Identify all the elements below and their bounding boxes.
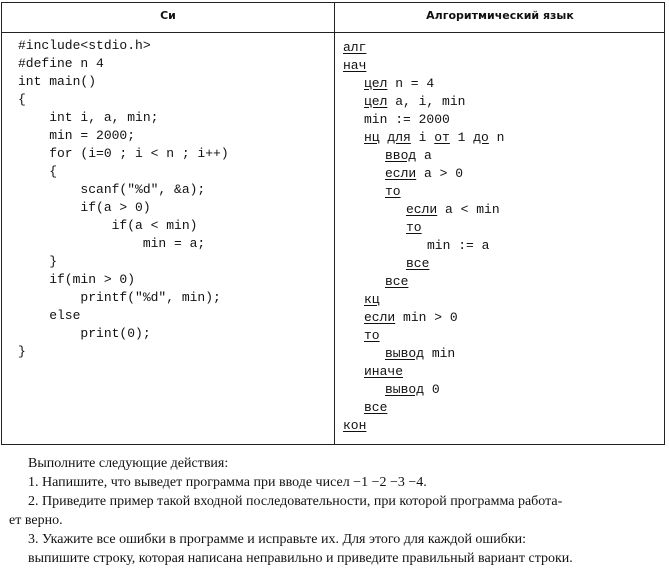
- alg-code-line: [385, 345, 455, 363]
- alg-keyword: кон: [343, 418, 367, 433]
- alg-keyword: алг: [343, 40, 367, 55]
- alg-keyword: ввод: [385, 148, 417, 163]
- c-code-line: }: [18, 344, 26, 359]
- alg-keyword: кц: [364, 292, 380, 307]
- c-code-line: min = a;: [18, 236, 206, 251]
- alg-keyword: цел: [364, 76, 388, 91]
- task-item-3-line-1: 3. Укажите все ошибки в программе и исправьте их. Для этого для каждой ошибки:: [28, 532, 527, 547]
- c-code-line: scanf("%d", &a);: [18, 182, 206, 197]
- alg-code-line: [364, 75, 434, 93]
- alg-keyword: вывод: [385, 346, 425, 361]
- c-code-line: print(0);: [18, 326, 151, 341]
- alg-code-line: [364, 93, 465, 111]
- c-code-line: }: [18, 254, 58, 269]
- alg-code-text: n = 4: [387, 76, 435, 91]
- alg-code-line: [364, 309, 458, 327]
- alg-keyword: для: [387, 130, 411, 145]
- alg-keyword: до: [473, 130, 489, 145]
- alg-code-line: [406, 219, 422, 237]
- alg-code-text: 0: [424, 382, 440, 397]
- alg-keyword: иначе: [364, 364, 404, 379]
- alg-code-text: a > 0: [416, 166, 464, 181]
- task-item-2-line-2: ет верно.: [9, 513, 63, 528]
- alg-keyword: вывод: [385, 382, 425, 397]
- alg-code-text: min > 0: [395, 310, 458, 325]
- alg-keyword: все: [406, 256, 430, 271]
- alg-keyword: если: [385, 166, 417, 181]
- alg-keyword: то: [406, 220, 422, 235]
- c-code-line: else: [18, 308, 81, 323]
- alg-keyword: цел: [364, 94, 388, 109]
- alg-keyword: если: [364, 310, 396, 325]
- alg-code-line: [427, 237, 489, 255]
- alg-code-line: [364, 129, 504, 147]
- alg-code-text: a: [416, 148, 432, 163]
- alg-code-text: n: [488, 130, 505, 145]
- column-divider: [334, 3, 335, 444]
- header-divider: [2, 32, 664, 33]
- c-code-line: if(min > 0): [18, 272, 136, 287]
- alg-code-line: [385, 147, 432, 165]
- c-code-line: for (i=0 ; i < n ; i++): [18, 146, 229, 161]
- alg-code-line: [385, 381, 440, 399]
- alg-code-text: min := a: [427, 238, 490, 253]
- alg-code-line: [343, 417, 366, 435]
- alg-code-line: [364, 291, 380, 309]
- c-code-line: #include<stdio.h>: [18, 38, 151, 53]
- alg-code-line: [364, 111, 450, 129]
- c-code-line: printf("%d", min);: [18, 290, 221, 305]
- c-column-header: Си: [160, 9, 176, 22]
- task-item-1: 1. Напишите, что выведет программа при вводе чисел −1 −2 −3 −4.: [28, 475, 427, 490]
- alg-code-text: a, i, min: [387, 94, 466, 109]
- alg-keyword: нц: [364, 130, 380, 145]
- alg-code-line: [406, 201, 500, 219]
- alg-keyword: от: [434, 130, 450, 145]
- alg-keyword: все: [364, 400, 388, 415]
- c-code-line: if(a > 0): [18, 200, 151, 215]
- c-code-line: {: [18, 164, 58, 179]
- alg-code-line: [385, 183, 401, 201]
- alg-code-line: [343, 39, 366, 57]
- alg-code-line: [364, 327, 380, 345]
- c-code-line: int i, a, min;: [18, 110, 159, 125]
- alg-code-text: min: [424, 346, 456, 361]
- alg-column-header: Алгоритмический язык: [426, 9, 574, 22]
- alg-code-line: [343, 57, 366, 75]
- alg-keyword: то: [385, 184, 401, 199]
- alg-keyword: если: [406, 202, 438, 217]
- c-code-line: int main(): [18, 74, 97, 89]
- alg-keyword: нач: [343, 58, 367, 73]
- task-item-2-line-1: 2. Приведите пример такой входной последовательности, при которой программа работа-: [28, 494, 563, 509]
- alg-code-text: min := 2000: [364, 112, 450, 127]
- c-code-line: min = 2000;: [18, 128, 136, 143]
- alg-code-text: 1: [449, 130, 474, 145]
- c-code-line: #define n 4: [18, 56, 104, 71]
- alg-code-line: [385, 273, 408, 291]
- alg-code-text: i: [410, 130, 435, 145]
- alg-code-line: [406, 255, 429, 273]
- alg-code-line: [385, 165, 463, 183]
- task-item-3-line-2: выпишите строку, которая написана неправильно и приведите правильный вариант строки.: [28, 551, 573, 566]
- alg-keyword: то: [364, 328, 380, 343]
- alg-code-line: [364, 399, 387, 417]
- c-code-line: {: [18, 92, 26, 107]
- alg-keyword: все: [385, 274, 409, 289]
- task-intro: Выполните следующие действия:: [28, 456, 229, 471]
- code-table: [1, 2, 665, 445]
- alg-code-line: [364, 363, 403, 381]
- alg-code-text: a < min: [437, 202, 500, 217]
- c-code-line: if(a < min): [18, 218, 198, 233]
